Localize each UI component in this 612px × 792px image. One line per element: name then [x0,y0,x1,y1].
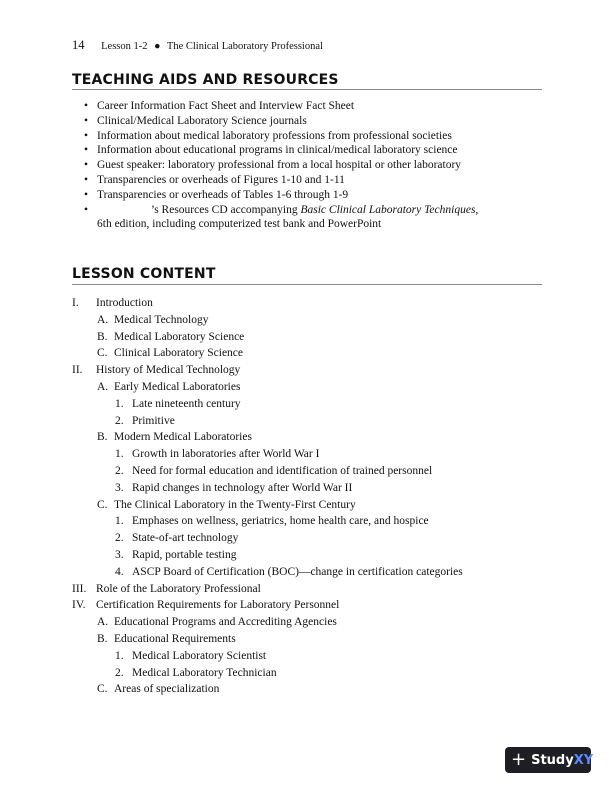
outline-text: Medical Technology [114,313,209,326]
outline-number: B. [97,431,108,444]
resources-cd-text: ’s Resources CD accompanying [151,203,301,216]
outline-number: 2. [115,465,124,477]
lesson-content-heading: LESSON CONTENT [72,266,216,282]
outline-text: Medical Laboratory Science [114,330,245,343]
outline-text: Early Medical Laboratories [114,381,241,393]
outline-text: Introduction [96,297,153,309]
list-item: • Transparencies or overheads of Figures 1-10 and 1-11 [84,173,544,188]
outline-text: Need for formal education and identification of trained personnel [132,465,433,477]
brand-suffix: XY [573,752,594,768]
outline-number: 1. [115,448,124,461]
outline-number: I. [72,297,79,309]
outline-text: ASCP Board of Certification (BOC)—change in certification categories [132,565,463,578]
header-title: The Clinical Laboratory Professional [166,41,323,52]
outline-number: B. [97,633,108,645]
outline-number: II. [72,364,83,377]
teaching-aids-heading: TEACHING AIDS AND RESOURCES [72,72,339,88]
outline-text: Late nineteenth century [132,397,241,410]
outline-text: Areas of specialization [114,683,220,696]
list-item: • Information about medical laboratory professions from professional societies [84,129,544,144]
outline-text: History of Medical Technology [96,364,241,377]
outline-text: Certification Requirements for Laboratory Personnel [96,599,340,612]
outline-number: C. [97,498,108,511]
outline-number: 1. [115,515,124,528]
teaching-aids-rule [72,89,542,90]
outline-text: State-of-art technology [132,532,239,545]
list-item: • Career Information Fact Sheet and Interview Fact Sheet [84,99,544,114]
studyxy-badge [505,747,594,773]
outline-number: 3. [115,481,124,494]
outline-number: 2. [115,666,124,679]
outline-number: 1. [115,397,124,410]
outline-text: Modern Medical Laboratories [114,431,252,444]
outline-text: Growth in laboratories after World War I [132,448,320,461]
outline-number: C. [97,683,108,696]
outline-text: Primitive [132,414,175,427]
lesson-content-rule [72,284,542,285]
outline-number: A. [97,616,109,629]
resources-cd-text-line2: 6th edition, including computerized test bank and PowerPoint [97,218,382,231]
outline-number: III. [72,582,87,595]
outline-number: 4. [115,565,124,578]
outline-text: Rapid, portable testing [132,549,237,561]
outline-number: C. [97,347,108,360]
outline-text: Medical Laboratory Scientist [132,649,267,662]
teaching-aids-list [84,99,544,232]
page-header [72,38,323,53]
outline-text: Role of the Laboratory Professional [96,582,261,595]
list-item: • Clinical/Medical Laboratory Science journals [84,114,544,129]
outline-text: Rapid changes in technology after World War II [132,481,353,494]
outline-text: The Clinical Laboratory in the Twenty-First Century [114,498,356,511]
header-separator: ● [154,41,161,52]
list-item: • Guest speaker: laboratory professional from a local hospital or other laboratory [84,158,544,173]
list-item: • Information about educational programs in clinical/medical laboratory science [84,143,544,158]
outline-number: 1. [115,649,124,662]
outline-text: Medical Laboratory Technician [132,666,277,679]
outline-number: 3. [115,549,124,561]
lesson-label: Lesson 1-2 [101,41,148,52]
list-item: • Transparencies or overheads of Tables 1-6 through 1-9 [84,188,544,203]
list-item [84,203,544,233]
plus-icon: + [511,749,527,770]
brand-prefix: Study [531,752,574,768]
outline-number: 2. [115,532,124,545]
outline-number: IV. [72,599,86,612]
outline-number: 2. [115,414,124,427]
page-number: 14 [72,38,85,52]
outline-text: Clinical Laboratory Science [114,347,244,360]
outline-number: A. [97,381,109,393]
outline-number: B. [97,330,108,343]
outline-text: Educational Programs and Accrediting Agencies [114,616,337,629]
outline-text: Educational Requirements [114,633,236,645]
book-title: Basic Clinical Laboratory Techniques, [300,203,479,216]
outline-text: Emphases on wellness, geriatrics, home health care, and hospice [132,515,429,528]
outline-number: A. [97,313,109,326]
